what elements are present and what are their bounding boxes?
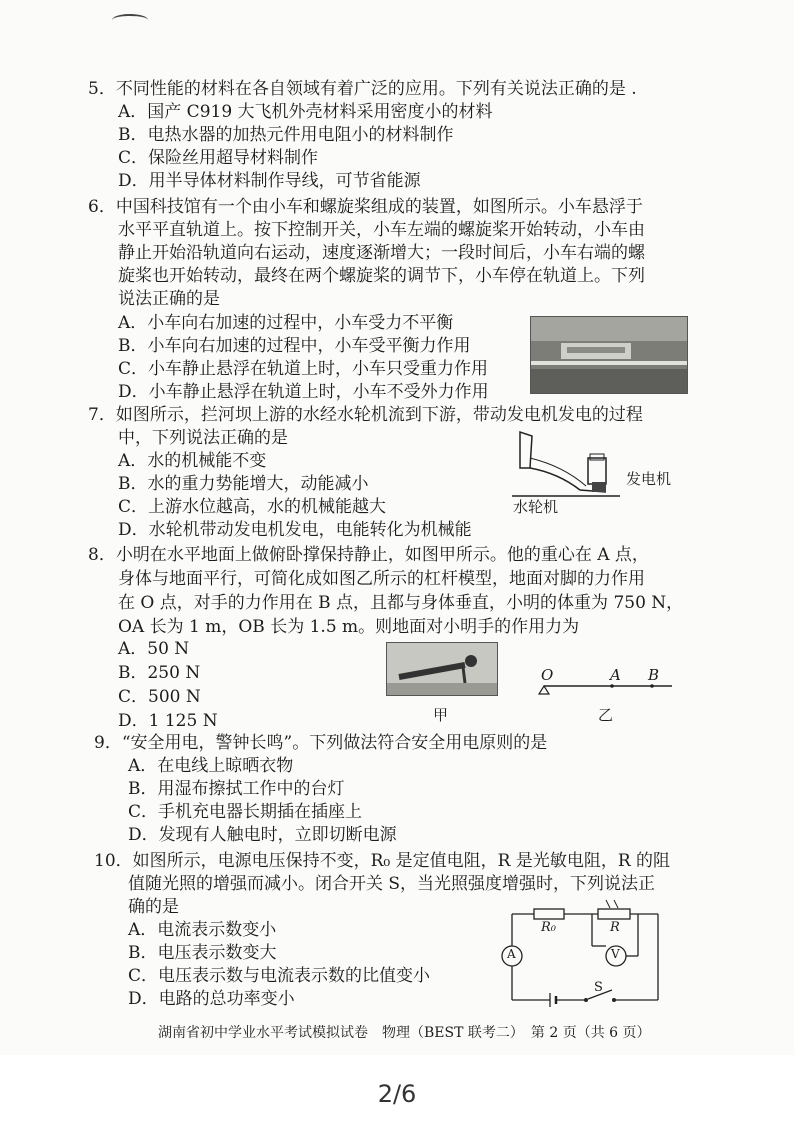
q9-option-d: D．发现有人触电时，立即切断电源 bbox=[128, 825, 397, 845]
q6-stem-line: 说法正确的是 bbox=[118, 289, 220, 309]
generator-label: 发电机 bbox=[626, 470, 672, 488]
q7-option-c: C．上游水位越高，水的机械能越大 bbox=[118, 497, 387, 517]
q8-stem-line: 在 O 点，对手的力作用在 B 点，且都与身体垂直，小明的体重为 750 N， bbox=[118, 593, 684, 613]
pushup-image bbox=[387, 643, 497, 695]
label-r: R bbox=[610, 920, 620, 935]
q8-option-b: B．250 N bbox=[118, 663, 201, 683]
q6-stem-line: 6．中国科技馆有一个由小车和螺旋桨组成的装置，如图所示。小车悬浮于 bbox=[88, 197, 643, 217]
q6-option-c: C．小车静止悬浮在轨道上时，小车只受重力作用 bbox=[118, 359, 489, 379]
q8-option-c: C．500 N bbox=[118, 687, 201, 707]
page-footer: 湖南省初中学业水平考试模拟试卷 物理（BEST 联考二） 第 2 页（共 6 页） bbox=[158, 1025, 651, 1041]
q8-stem-line: 8．小明在水平地面上做俯卧撑保持静止，如图甲所示。他的重心在 A 点， bbox=[88, 545, 649, 565]
maglev-car-photo bbox=[530, 316, 688, 394]
lever-point-a: A bbox=[610, 666, 621, 684]
q7-option-a: A．水的机械能不变 bbox=[118, 451, 267, 471]
q10-option-d: D．电路的总功率变小 bbox=[128, 989, 295, 1009]
q10-stem-line: 10．如图所示，电源电压保持不变，R₀ 是定值电阻，R 是光敏电阻，R 的阻 bbox=[94, 851, 671, 871]
q8-stem-line: 身体与地面平行，可简化成如图乙所示的杠杆模型，地面对脚的力作用 bbox=[118, 569, 645, 589]
q5-stem: 5．不同性能的材料在各自领域有着广泛的应用。下列有关说法正确的是 . bbox=[88, 79, 637, 99]
lever-point-b: B bbox=[648, 666, 660, 684]
q7-stem-line: 7．如图所示，拦河坝上游的水经水轮机流到下游，带动发电机发电的过程 bbox=[88, 405, 643, 425]
q5-option-a: A．国产 C919 大飞机外壳材料采用密度小的材料 bbox=[118, 102, 493, 122]
q9-option-a: A．在电线上晾晒衣物 bbox=[128, 756, 294, 776]
q6-stem-line: 旋桨也开始转动，最终在两个螺旋桨的调节下，小车停在轨道上。下列 bbox=[118, 266, 645, 286]
q5-option-b: B．电热水器的加热元件用电阻小的材料制作 bbox=[118, 125, 454, 145]
q10-stem-line: 确的是 bbox=[128, 897, 179, 917]
q10-option-b: B．电压表示数变大 bbox=[128, 943, 277, 963]
q7-option-d: D．水轮机带动发电机发电，电能转化为机械能 bbox=[118, 520, 472, 540]
label-r0: R₀ bbox=[541, 920, 556, 935]
page-indicator: 2/6 bbox=[377, 1080, 417, 1108]
q10-option-c: C．电压表示数与电流表示数的比值变小 bbox=[128, 966, 431, 986]
scan-mark bbox=[112, 14, 148, 26]
q5-option-d: D．用半导体材料制作导线，可节省能源 bbox=[118, 171, 421, 191]
figure-yi-label: 乙 bbox=[598, 706, 614, 724]
q8-option-d: D．1 125 N bbox=[118, 711, 218, 731]
q7-option-b: B．水的重力势能增大，动能减小 bbox=[118, 474, 369, 494]
q6-option-a: A．小车向右加速的过程中，小车受力不平衡 bbox=[118, 313, 454, 333]
q9-option-b: B．用湿布擦拭工作中的台灯 bbox=[128, 779, 345, 799]
pushup-photo bbox=[386, 642, 498, 696]
q9-option-c: C．手机充电器长期插在插座上 bbox=[128, 802, 363, 822]
voltmeter-label: V bbox=[611, 947, 620, 961]
q6-option-b: B．小车向右加速的过程中，小车受平衡力作用 bbox=[118, 336, 471, 356]
maglev-car-image bbox=[531, 317, 687, 393]
q6-stem-line: 水平平直轨道上。按下控制开关，小车左端的螺旋桨开始转动，小车由 bbox=[118, 220, 645, 240]
switch-label: S bbox=[594, 980, 603, 995]
figure-jia-label: 甲 bbox=[433, 706, 449, 724]
q9-stem: 9．“安全用电，警钟长鸣”。下列做法符合安全用电原则的是 bbox=[94, 733, 548, 753]
q6-stem-line: 静止开始沿轨道向右运动，速度逐渐增大；一段时间后，小车右端的螺 bbox=[118, 243, 645, 263]
q10-stem-line: 值随光照的增强而减小。闭合开关 S，当光照强度增强时，下列说法正 bbox=[128, 874, 656, 894]
q10-option-a: A．电流表示数变小 bbox=[128, 920, 277, 940]
q6-option-d: D．小车静止悬浮在轨道上时，小车不受外力作用 bbox=[118, 382, 489, 402]
ammeter-label: A bbox=[507, 947, 516, 961]
turbine-label: 水轮机 bbox=[513, 498, 559, 516]
q8-option-a: A．50 N bbox=[118, 639, 190, 659]
q7-stem-line: 中，下列说法正确的是 bbox=[118, 428, 288, 448]
q5-option-c: C．保险丝用超导材料制作 bbox=[118, 148, 319, 168]
q8-stem-line: OA 长为 1 m，OB 长为 1.5 m。则地面对小明手的作用力为 bbox=[118, 617, 580, 637]
circuit-diagram bbox=[498, 896, 674, 1008]
lever-point-o: O bbox=[541, 666, 554, 684]
